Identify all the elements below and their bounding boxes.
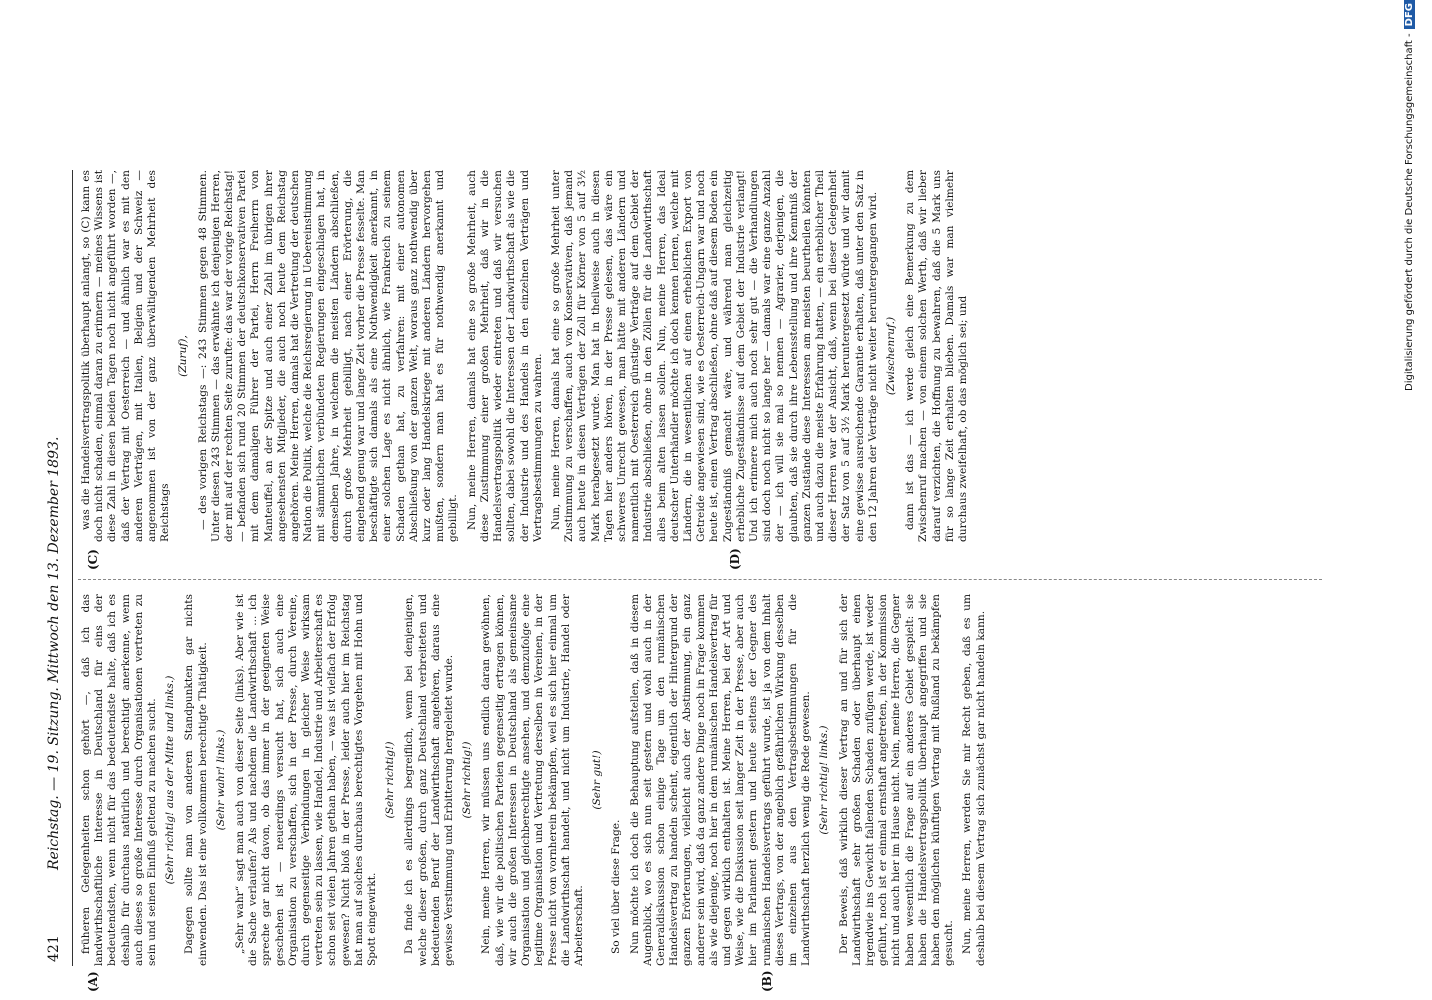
running-head: Reichstag. — 19. Sitzung. Mittwoch den 13. Dezember 1893. (46, 436, 62, 870)
paragraph: früheren Gelegenheiten schon gehört —, daß ich das landwirthschaftliche Interesse in Deutschland für eins der bedeutendsten, wenn nicht für das bedeutendste halte, daß ich es deshalb für durchaus natürlich und berechtigt anerkenne, wenn auch dieses so große Interesse durch Organisationen vertreten zu sein und seinen Einfluß geltend zu machen sucht. (80, 594, 159, 966)
paragraph: So viel über diese Frage. (610, 819, 623, 954)
interjection: (Zwischenruf.) (884, 316, 897, 396)
margin-marker-c: (C) (86, 549, 100, 570)
paragraph: Der Beweis, daß wirklich dieser Vertrag an und für sich der Landwirthschaft sehr großen Schaden oder überhaupt einen irgendwie ins Gewicht fallenden Schaden zufügen werde, ist weder geführt, noch ist er einmal ernsthaft angetreten, in der Kommission nicht und auch hier im Hause nicht. Nein, meine Herren, die Gegner haben wesentlich die Frage auf ein anderes Gebiet gespielt: sie haben die Handelsvertragspolitik überhaupt angegriffen und sie haben den möglichen künftigen Vertrag mit Rußland zu bekämpfen gesucht. (837, 594, 956, 966)
left-column (80, 594, 1322, 966)
interjection: (Zuruf), (177, 335, 190, 377)
paragraph: was die Handelsvertragspolitik überhaupt anlangt, so (C) kann es doch nicht schaden, einmal daran zu erinnern — meines Wissens ist diese Zahl in diesen beiden Tagen noch nicht angeführt worden —, daß der Vertrag mit Oesterreich — und ähnlich war es mit den anderen Verträgen, mit Italien, Belgien und der Schweiz — angenommen ist von der ganz überwältigenden Mehrheit des Reichstags (80, 170, 172, 542)
credit-text: Digitalisierung gefördert durch die Deutsche Forschungsgemeinschaft - (1404, 33, 1415, 391)
interjection: (Sehr richtig!) (461, 741, 474, 819)
paragraph: dann ist das — ich werde gleich eine Bemerkung zu dem Zwischenruf machen — von einem solchen Werth, daß wir lieber darauf verzichten, die Hoffnung zu bewahren, daß die 5 Mark uns für so lange Zeit erhalten blieben. Damals war man vielmehr durchaus zweifelhaft, ob das möglich sei; und (904, 170, 969, 542)
interjection: (Sehr wahr! links.) (214, 729, 227, 831)
margin-marker-a: (A) (86, 971, 100, 992)
paragraph: — des vorigen Reichstags —: 243 Stimmen gegen 48 Stimmen. Unter diesen 243 Stimmen — das erwähnte ich denjenigen Herren, der mit auf der rechten Seite zurufte: das war der vorige Reichstag! — befanden sich rund 20 Stimmen der deutschkonservativen Partei mit dem damaligen Führer der Partei, Herrn Freiherrn von Manteuffel, an der Spitze und auch einer Zahl im übrigen ihrer angesehensten Mitglieder, die auch noch heute dem Reichstag angehören. Meine Herren, damals hat die Vertretung der deutschen Nation die Politik, welche die Reichsregierung in Uebereinstimmung mit sämmtlichen verbündeten Regierungen eingeschlagen hat, in demselben Jahre, in welchem die meisten Ländern abschließen, durch große Mehrheit gebilligt, nach einer Erörterung, die eingehend genug war und lange Zeit vorher die Presse fesselte. Man beschäftigte sich damals als eine Nothwendigkeit anerkannt, in einer solchen Lage es nicht ähnlich, wie Frankreich zu seinem Schaden gethan hat, zu verfahren: mit einer autonomen Abschließung von der ganzen Welt, woraus ganz nothwendig über kurz oder lang Handelskriege mit anderen Ländern hervorgehen mußten, sondern man hat es für nothwendig anerkannt und gebilligt. (196, 170, 460, 542)
header-rule (72, 170, 73, 966)
paragraph: Nun, meine Herren, werden Sie mir Recht geben, daß es um deshalb bei diesem Vertrag sich zunächst gar nicht handeln kann. (961, 594, 987, 966)
margin-marker-b: (B) (760, 970, 774, 992)
interjection: (Sehr richtig! aus der Mitte und links.) (164, 675, 177, 885)
interjection: (Sehr richtig! links.) (818, 725, 831, 835)
interjection: (Sehr richtig!) (384, 741, 397, 819)
right-column (80, 170, 1322, 542)
paragraph: Da finde ich es allerdings begreiflich, wenn bei denjenigen, welche dieser großen, durch ganz Deutschland verbreiteten und bedeutenden Beruf der Landwirthschaft angehören, daraus eine gewisse Verstimmung und Erbitterung hergeleitet wurde. (403, 594, 456, 966)
dfg-logo: DFG (1404, 0, 1415, 29)
paragraph: Nun möchte ich doch die Behauptung aufstellen, daß in diesem Augenblick, wo es sich nun seit gestern und wohl auch in der Generaldiskussion schon einige Tage um den rumänischen Handelsvertrag zu handeln scheint, eigentlich der Hintergrund der ganzen Erörterungen, vielleicht auch der Abstimmung, ein ganz anderer sein wird, daß da ganz andere Dinge noch in Frage kommen als wie diejenige, noch hier in dem rumänischen Handelsvertrag für und gegen wirklich enthalten ist. Meine Herren, bei der Art und Weise, wie die Diskussion seit langer Zeit in der Presse, aber auch hier im Parlament gestern und heute seitens der Gegner des rumänischen Handelsvertrags geführt wurde, ist ja von dem Inhalt dieses Vertrags, von der angeblich gefährlichen Wirkung desselben im einzelnen aus den Vertragsbestimmungen für die Landwirthschaft herzlich wenig die Rede gewesen. (628, 594, 813, 966)
paragraph: Nein, meine Herren, wir müssen uns endlich daran gewöhnen, daß, wie wir die politischen Parteien gegenseitig ertragen können, wir auch die großen Interessen in Deutschland als gemeinsame Organisation und gleichberechtigte ansehen, und demzufolge eine legitime Organisation und Vertretung derselben in Vereinen, in der Presse nicht von vornherein bekämpfen, weil es sich hier einmal um die Landwirthschaft handelt, und nicht um Industrie, Handel oder Arbeiterschaft. (480, 594, 585, 966)
margin-marker-d: (D) (728, 548, 742, 570)
paragraph: Nun, meine Herren, damals hat eine so große Mehrheit unter Zustimmung zu verschaffen, auch von Konservativen, daß jemand auch heute in diesen Verträgen der Zoll für Körner von 5 auf 3½ Mark herabgesetzt wurde. Man hat in theilweise auch in diesen Tagen hier anders hören, in der Presse gelesen, das wäre ein schweres Unrecht gewesen, man hätte mit anderen Ländern und namentlich mit Oesterreich günstige Verträge auf dem Gebiet der Industrie abschließen, ohne in den Zöllen für die Landwirthschaft alles beim alten lassen sollen. Nun, meine Herren, das Ideal deutscher Unterhändler möchte ich doch kennen lernen, welche mit Ländern, die in wesentlichen auf einen erheblichen Export von Getreide angewiesen sind, wie es Oesterreich-Ungarn war und noch heute ist, einen Vertrag abschließen, ohne daß auf diesem Boden ein Zugeständniß gemacht wäre, und während man gleichzeitig erhebliche Zugeständnisse auf dem Gebiet der Industrie verlangt! Und ich erinnere mich auch noch sehr gut — die Verhandlungen sind doch noch nicht so lange her — damals war eine ganze Anzahl der — ich will sie mal so nennen — Agrarier, derjenigen, die glaubten, daß sie durch ihre Lebensstellung und ihre Kenntniß der ganzen Zustände diese Interessen am meisten beurtheilen könnten und auch dazu die meiste Erfahrung hatten, — ein erheblicher Theil dieser Herren war der Ansicht, daß, wenn bei dieser Gelegenheit der Satz von 5 auf 3½ Mark heruntergesetzt würde und wir damit eine gewisse ausreichende Garantie erhalten, daß unter den Satz in den 12 Jahren der Verträge nicht weiter heruntergegangen wird. (549, 170, 879, 542)
column-divider (78, 578, 1322, 580)
page-number: 421 (46, 935, 62, 962)
digitization-credit (1404, 0, 1415, 1000)
paragraph: Dagegen sollte man von anderen Standpunkten gar nichts einwenden. Das ist eine vollkommen berechtigte Thätigkeit. (183, 594, 209, 966)
paragraph: „Sehr wahr“ sagt man auch von dieser Seite (links). Aber wie ist die Sache verlaufen? Als und nachdem die Landwirthschaft ... ich spreche gar nicht davon, ob das immer in der geeigneten Weise geschehen ist — neuerdings versucht hat, sich auch eine Organisation zu verschaffen, sich in der Presse, durch Vereine, durch gegenseitige Verbindungen in gleicher Weise wirksam vertreten sein zu lassen, wie Handel, Industrie und Arbeiterschaft es schon seit vielen Jahren gethan haben, — was ist vielfach der Erfolg gewesen? Nicht bloß in der Presse, leider auch hier im Reichstag hat man auf solches durchaus berechtigtes Vorgehen mit Hohn und Spott eingewirkt. (234, 594, 379, 966)
interjection: (Sehr gut!) (591, 750, 604, 810)
paragraph: Nun, meine Herren, damals hat eine so große Mehrheit, auch diese Zustimmung einer großen Mehrheit, daß wir in die Handelsvertragspolitik wieder eintreten und daß wir versuchen sollten, dabei sowohl die Interessen der Landwirthschaft als wie die der Industrie und des Handels in den einzelnen Verträgen und Vertragsbestimmungen zu wahren. (465, 170, 544, 542)
